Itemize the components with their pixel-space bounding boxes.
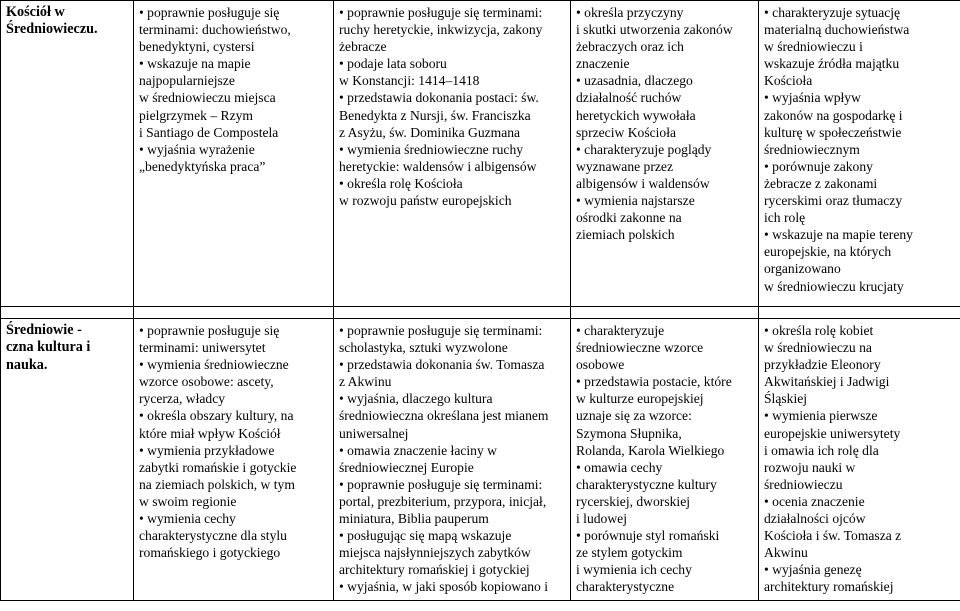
text-line: • wymienia przykładowe [139, 442, 275, 458]
requirement-cell [759, 319, 960, 601]
text-line: • posługując się mapą wskazuje [339, 528, 512, 544]
text-line: • charakteryzuje poglądy [576, 141, 712, 157]
text-line: pielgrzymek – Rzym [139, 107, 254, 123]
text-line: charakterystyczne kultury [576, 476, 717, 492]
text-line: • wymienia najstarsze [576, 193, 695, 209]
text-line: • przedstawia postacie, które [576, 374, 732, 390]
text-line: z Asyżu, św. Dominika Guzmana [339, 124, 521, 140]
text-line: w średniowieczu krucjaty [764, 278, 904, 294]
text-line: • poprawnie posługuje się [139, 5, 280, 20]
text-line: europejskie, na których [764, 244, 892, 260]
text-line: Szymona Słupnika, [576, 425, 682, 441]
text-line: • wymienia pierwsze [764, 408, 878, 424]
text-line: • określa rolę Kościoła [339, 175, 463, 191]
requirement-cell [571, 1, 759, 307]
text-line: w średniowieczu miejsca [139, 90, 276, 106]
text-line: z Akwinu [339, 374, 392, 390]
text-line: • charakteryzuje sytuację [764, 5, 901, 20]
text-line: na ziemiach polskich, w tym [139, 476, 295, 492]
text-line: charakterystyczne [576, 579, 675, 595]
text-line: albigensów i waldensów [576, 175, 710, 191]
text-line: charakterystyczne dla stylu [139, 528, 287, 544]
text-line: w średniowieczu na [764, 340, 872, 356]
text-line: rozwoju nauki w [764, 459, 856, 475]
text-line: żebracze [339, 39, 387, 55]
requirement-cell [334, 319, 571, 601]
text-line: • podaje lata soboru [339, 56, 447, 72]
text-line: „benedyktyńska praca” [139, 158, 266, 174]
text-line: • określa przyczyny [576, 5, 684, 20]
text-line: • omawia cechy [576, 459, 663, 475]
text-line: i omawia ich rolę dla [764, 442, 879, 458]
requirement-cell [571, 319, 759, 601]
text-line: europejskie uniwersytety [764, 425, 901, 441]
text-line: Benedykta z Nursji, św. Franciszka [339, 107, 531, 123]
text-line: • poprawnie posługuje się terminami: [339, 5, 543, 20]
text-line: Średniowie - [6, 322, 82, 338]
gap-cell [759, 307, 960, 319]
text-line: • uzasadnia, dlaczego [576, 73, 693, 89]
text-line: i wymienia ich cechy [576, 562, 692, 578]
text-line: uniwersalnej [339, 425, 409, 441]
text-line: • określa obszary kultury, na [139, 408, 294, 424]
text-line: zakonów na gospodarkę i [764, 107, 903, 123]
text-line: rycerskimi oraz tłumaczy [764, 193, 903, 209]
text-line: znaczenie [576, 56, 630, 72]
text-line: w Konstancji: 1414–1418 [339, 73, 480, 89]
text-line: • wskazuje na mapie [139, 56, 251, 72]
text-line: • wymienia cechy [139, 511, 236, 527]
gap-cell [334, 307, 571, 319]
text-line: i skutki utworzenia zakonów [576, 22, 733, 38]
text-line: żebraczych oraz ich [576, 39, 684, 55]
text-line: heretyckie: waldensów i albigensów [339, 158, 537, 174]
text-line: ośrodki zakonne na [576, 210, 682, 226]
text-line: Akwinu [764, 545, 808, 561]
text-line: materialną duchowieństwa [764, 22, 910, 38]
text-line: portal, prezbiterium, przypora, inicjał, [339, 493, 547, 509]
text-line: miniatura, Biblia pauperum [339, 511, 489, 527]
text-line: w kulturze europejskiej [576, 391, 704, 407]
text-line: romańskiego i gotyckiego [139, 545, 281, 561]
text-line: średniowiecznej Europie [339, 459, 474, 475]
text-line: ze stylem gotyckim [576, 545, 683, 561]
text-line: • wskazuje na mapie tereny [764, 227, 913, 243]
text-line: miejsca najsłynniejszych zabytków [339, 545, 531, 561]
text-line: rycerskiej, dworskiej [576, 493, 691, 509]
text-line: • wyjaśnia wpływ [764, 90, 861, 106]
text-line: • charakteryzuje [576, 323, 665, 338]
requirement-cell [759, 1, 960, 307]
requirement-cell [134, 1, 334, 307]
text-line: wzorce osobowe: ascety, [139, 374, 274, 390]
text-line: sprzeciw Kościoła [576, 124, 677, 140]
topic-cell [1, 1, 134, 307]
text-line: • omawia znaczenie łaciny w [339, 442, 497, 458]
text-line: żebracze z zakonami [764, 175, 878, 191]
text-line: nauka. [6, 356, 48, 373]
gap-cell [1, 307, 134, 319]
text-line: • poprawnie posługuje się terminami: [339, 476, 543, 492]
text-line: Kościół w [6, 4, 65, 20]
text-line: i ludowej [576, 511, 627, 527]
gap-cell [134, 307, 334, 319]
text-line: przykładzie Eleonory [764, 357, 881, 373]
text-line: • określa rolę kobiet [764, 323, 874, 338]
text-line: • wyjaśnia, dlaczego kultura [339, 391, 493, 407]
text-line: • poprawnie posługuje się terminami: [339, 323, 543, 338]
text-line: • przedstawia dokonania postaci: św. [339, 90, 539, 106]
text-line: średniowiecznym [764, 141, 860, 157]
text-line: kulturę w społeczeństwie [764, 124, 902, 140]
text-line: ich rolę [764, 210, 806, 226]
text-line: w średniowieczu i [764, 39, 863, 55]
text-line: terminami: duchowieństwo, [139, 22, 291, 38]
text-line: wskazuje źródła majątku [764, 56, 900, 72]
text-line: działalności ojców [764, 511, 866, 527]
text-line: Kościoła i św. Tomasza z [764, 528, 902, 544]
text-line: najpopularniejsze [139, 73, 235, 89]
requirement-cell [134, 319, 334, 601]
text-line: i Santiago de Compostela [139, 124, 279, 140]
text-line: • wymienia średniowieczne ruchy [339, 141, 524, 157]
text-line: ziemiach polskich [576, 227, 675, 243]
text-line: benedyktyni, cystersi [139, 39, 255, 55]
text-line: terminami: uniwersytet [139, 340, 266, 356]
text-line: architektury romańskiej i gotyckiej [339, 562, 530, 578]
text-line: średniowieczu [764, 476, 843, 492]
text-line: Śląskiej [764, 391, 808, 407]
text-line: architektury romańskiej [764, 579, 894, 595]
text-line: • ocenia znaczenie [764, 493, 865, 509]
text-line: rycerza, władcy [139, 391, 226, 407]
text-line: • przedstawia dokonania św. Tomasza [339, 357, 545, 373]
text-line: czna kultura i [6, 339, 91, 356]
table-row [1, 319, 960, 601]
text-line: w swoim regionie [139, 493, 237, 509]
text-line: zabytki romańskie i gotyckie [139, 459, 297, 475]
text-line: ruchy heretyckie, inkwizycja, zakony [339, 22, 543, 38]
text-line: • wyjaśnia, w jaki sposób kopiowano i [339, 579, 549, 595]
text-line: • wymienia średniowieczne [139, 357, 289, 373]
text-line: działalność ruchów [576, 90, 682, 106]
text-line: Średniowieczu. [6, 21, 98, 38]
row-gap [1, 307, 960, 319]
text-line: organizowano [764, 261, 841, 277]
table-row [1, 1, 960, 307]
text-line: wyznawane przez [576, 158, 673, 174]
requirement-cell [334, 1, 571, 307]
text-line: osobowe [576, 357, 625, 373]
text-line: Rolanda, Karola Wielkiego [576, 442, 725, 458]
text-line: uznaje się za wzorce: [576, 408, 692, 424]
text-line: Kościoła [764, 73, 813, 89]
text-line: średniowieczne wzorce [576, 340, 704, 356]
text-line: Akwitańskiej i Jadwigi [764, 374, 890, 390]
text-line: • poprawnie posługuje się [139, 323, 280, 338]
text-line: • wyjaśnia genezę [764, 562, 862, 578]
text-line: • wyjaśnia wyrażenie [139, 141, 255, 157]
text-line: scholastyka, sztuki wyzwolone [339, 340, 508, 356]
text-line: • porównuje styl romański [576, 528, 720, 544]
topic-cell [1, 319, 134, 601]
text-line: heretyckich wywołała [576, 107, 696, 123]
text-line: w rozwoju państw europejskich [339, 193, 512, 209]
text-line: które miał wpływ Kościół [139, 425, 281, 441]
text-line: średniowieczna określana jest mianem [339, 408, 549, 424]
text-line: • porównuje zakony [764, 158, 873, 174]
gap-cell [571, 307, 759, 319]
